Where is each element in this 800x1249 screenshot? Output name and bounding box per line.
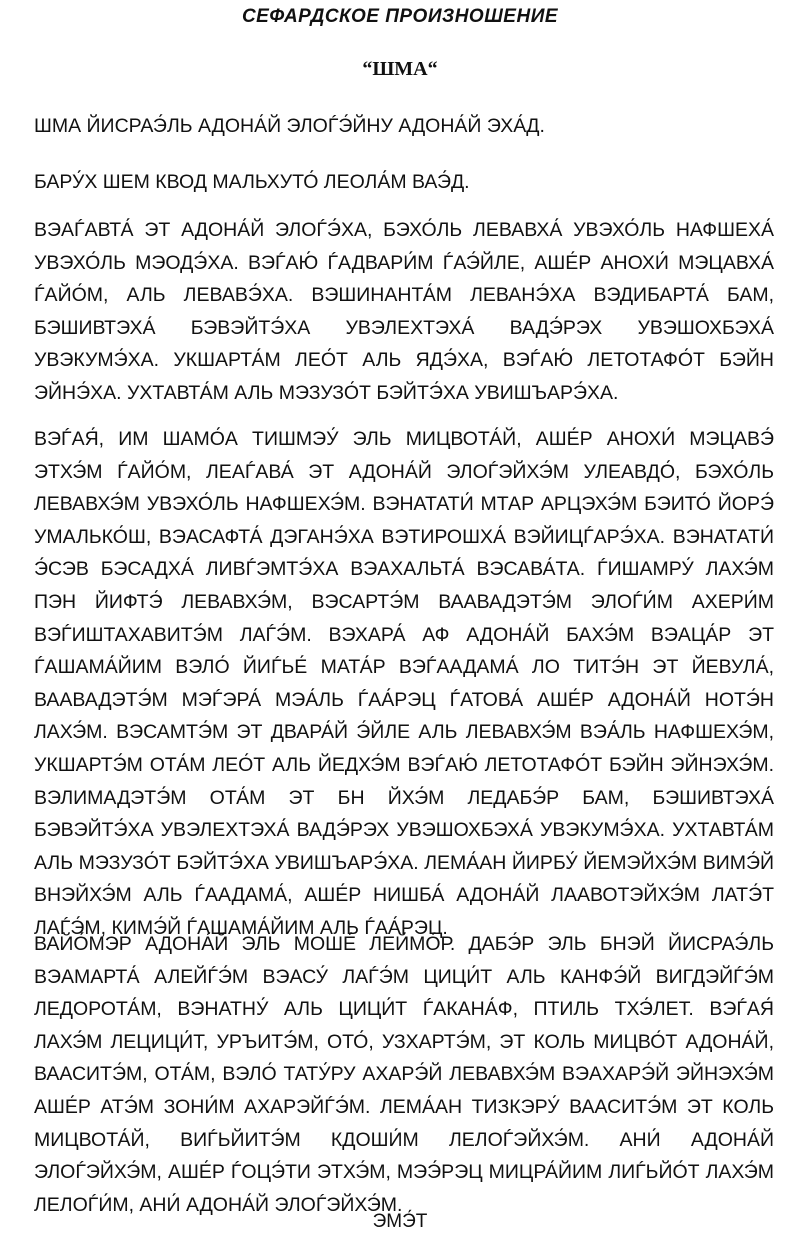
paragraph-vehaya: ВЭЃАЯ́, ИМ ШАМО́А ТИШМЭУ́ ЭЛЬ МИЦВОТА́Й, АШЕ́Р АНОХИ́ МЭЦАВЭ́ ЭТХЭ́М ЃАЙО́М, ЛЕАЃАВА́ ЭТ АДОНА́Й ЭЛОЃЭЙХЭ́М УЛЕАВДО́, БЭХО́ЛЬ ЛЕВАВХЭ́М УВЭХО́ЛЬ НАФШЕХЭ́М. ВЭНАТАТИ́ МТАР АРЦЭХЭ́М БЭИТО́ ЙОРЭ́ УМАЛЬКО́Ш, ВЭАСАФТА́ ДЭГАНЭ́ХА ВЭТИРОШХА́ ВЭЙИЦЃАРЭ́ХА. ВЭНАТАТИ́ Э́СЭВ БЭСАДХА́ ЛИВЃЭМТЭ́ХА ВЭАХАЛЬТА́ ВЭСАВА́ТА. ЃИШАМРУ́ ЛАХЭ́М ПЭН ЙИФТЭ́ ЛЕВАВХЭ́М, ВЭСАРТЭ́М ВААВАДЭТЭ́М ЭЛОЃИ́М АХЕРИ́М ВЭЃИШТАХАВИТЭ́М ЛАЃЭ́М. ВЭХАРА́ АФ АДОНА́Й БАХЭ́М ВЭАЦА́Р ЭТ ЃАШАМА́ЙИМ ВЭЛО́ ЙИЃЬЕ́ МАТА́Р ВЭЃААДАМА́ ЛО ТИТЭ́Н ЭТ ЙЕВУЛА́, ВААВАДЭТЭ́М МЭЃЭРА́ МЭА́ЛЬ ЃАА́РЭЦ ЃАТОВА́ АШЕ́Р АДОНА́Й НОТЭ́Н ЛАХЭ́М. ВЭСАМТЭ́М ЭТ ДВАРА́Й Э́ЙЛЕ АЛЬ ЛЕВАВХЭ́М ВЭА́ЛЬ НАФШЕХЭ́М, УКШАРТЭ́М ОТА́М ЛЕО́Т АЛЬ ЙЕДХЭ́М ВЭЃАЮ́ ЛЕТОТАФО́Т БЭЙН ЭЙНЭХЭ́М. ВЭЛИМАДЭТЭ́М ОТА́М ЭТ БН ЙХЭ́М ЛЕДАБЭ́Р БАМ, БЭШИВТЭХА́ БЭВЭЙТЭ́ХА УВЭЛЕХТЭХА́ ВАДЭ́РЭХ УВЭШОХБЭХА́ УВЭКУМЭ́ХА. УХТАВТА́М АЛЬ МЭЗУЗО́Т БЭЙТЭ́ХА УВИШЪАРЭ́ХА. ЛЕМА́АН ЙИРБУ́ ЙЕМЭЙХЭ́М ВИМЭ́Й ВНЭЙХЭ́М АЛЬ ЃААДАМА́, АШЕ́Р НИШБА́ АДОНА́Й ЛААВОТЭЙХЭ́М ЛАТЭ́Т ЛАЃЭ́М, КИМЭ́Й ЃАШАМА́ЙИМ АЛЬ ЃАА́РЭЦ.	[34, 428, 774, 939]
paragraph-shema: ШМА ЙИСРАЭ́ЛЬ АДОНА́Й ЭЛОЃЭ́ЙНУ АДОНА́Й ЭХА́Д.	[34, 115, 545, 137]
document-title: СЕФАРДСКОЕ ПРОИЗНОШЕНИЕ	[241, 6, 559, 27]
closing-word: ЭМЭ́Т	[372, 1211, 428, 1232]
paragraph-baruch: БАРУ́Х ШЕМ КВОД МАЛЬХУТО́ ЛЕОЛА́М ВАЭ́Д.	[34, 171, 470, 193]
paragraph-vayomer: ВАЙО́МЭР АДОНА́Й ЭЛЬ МОШЕ́ ЛЕЙМО́Р. ДАБЭ́Р ЭЛЬ БНЭЙ ЙИСРАЭ́ЛЬ ВЭАМАРТА́ АЛЕЙЃЭ́М ВЭАСУ́ ЛАЃЭ́М ЦИЦИ́Т АЛЬ КАНФЭ́Й ВИГДЭЙЃЭ́М ЛЕДОРОТА́М, ВЭНАТНУ́ АЛЬ ЦИЦИ́Т ЃАКАНА́Ф, ПТИЛЬ ТХЭ́ЛЕТ. ВЭЃАЯ́ ЛАХЭ́М ЛЕЦИЦИ́Т, УРЪИТЭ́М, ОТО́, УЗХАРТЭ́М, ЭТ КОЛЬ МИЦВО́Т АДОНА́Й, ВААСИТЭ́М, ОТА́М, ВЭЛО́ ТАТУ́РУ АХАРЭ́Й ЛЕВАВХЭ́М ВЭАХАРЭ́Й ЭЙНЭХЭ́М АШЕ́Р АТЭ́М ЗОНИ́М АХАРЭЙЃЭ́М. ЛЕМА́АН ТИЗКЭРУ́ ВААСИТЭ́М ЭТ КОЛЬ МИЦВОТА́Й, ВИЃЬЙИТЭ́М КДОШИ́М ЛЕЛОЃЭЙХЭ́М. АНИ́ АДОНА́Й ЭЛОЃЭЙХЭ́М, АШЕ́Р ЃОЦЭ́ТИ ЭТХЭ́М, МЭЭ́РЭЦ МИЦРА́ЙИМ ЛИЃЬЙО́Т ЛАХЭ́М ЛЕЛОЃИ́М, АНИ́ АДОНА́Й ЭЛОЃЭЙХЭ́М.	[34, 933, 774, 1216]
prayer-title: “ШМА“	[362, 58, 438, 80]
paragraph-veahavta: ВЭАЃАВТА́ ЭТ АДОНА́Й ЭЛОЃЭ́ХА, БЭХО́ЛЬ ЛЕВАВХА́ УВЭХО́ЛЬ НАФШЕХА́ УВЭХО́ЛЬ МЭОДЭ́ХА. ВЭЃАЮ́ ЃАДВАРИ́М ЃАЭ́ЙЛЕ, АШЕ́Р АНОХИ́ МЭЦАВХА́ ЃАЙО́М, АЛЬ ЛЕВАВЭ́ХА. ВЭШИНАНТА́М ЛЕВАНЭ́ХА ВЭДИБАРТА́ БАМ, БЭШИВТЭХА́ БЭВЭЙТЭ́ХА УВЭЛЕХТЭХА́ ВАДЭ́РЭХ УВЭШОХБЭХА́ УВЭКУМЭ́ХА. УКШАРТА́М ЛЕО́Т АЛЬ ЯДЭ́ХА, ВЭЃАЮ́ ЛЕТОТАФО́Т БЭЙН ЭЙНЭ́ХА. УХТАВТА́М АЛЬ МЭЗУЗО́Т БЭЙТЭ́ХА УВИШЪАРЭ́ХА.	[34, 219, 774, 404]
